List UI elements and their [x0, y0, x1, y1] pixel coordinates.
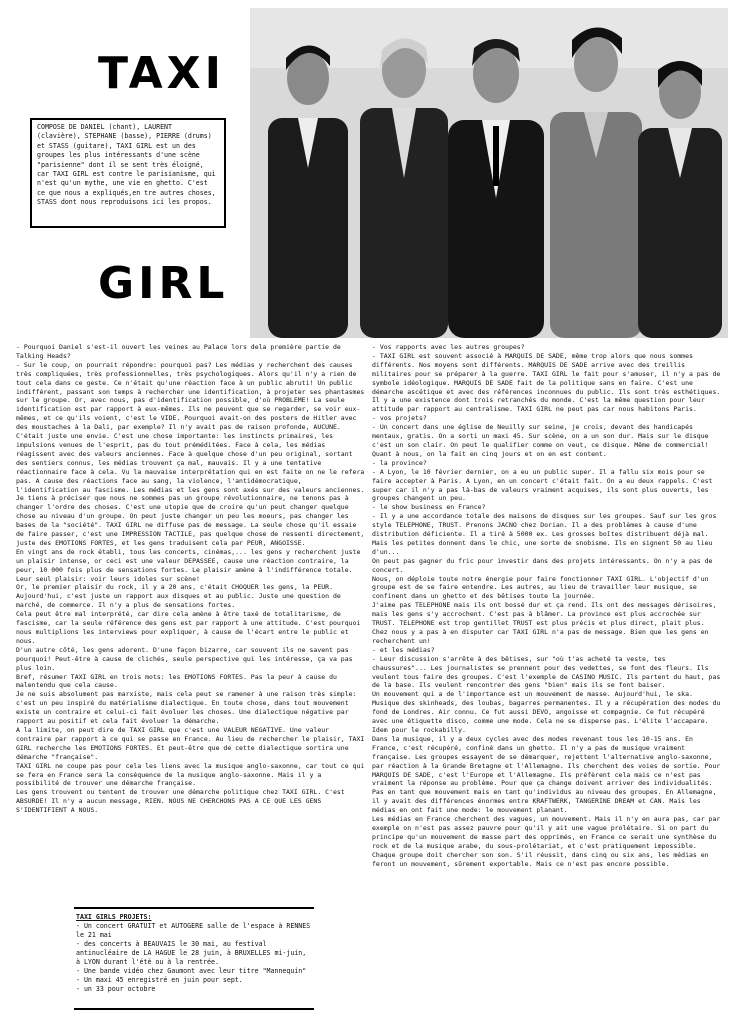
interview-paragraph: - et les médias?: [372, 645, 435, 654]
interview-paragraph: - vos projets?: [372, 414, 427, 423]
interview-paragraph: - le show business en France?: [372, 503, 486, 512]
band-photo: [250, 8, 728, 338]
project-item: - un 33 pour octobre: [76, 985, 156, 993]
title-girl: GIRL: [98, 258, 229, 309]
interview-paragraph: D'un autre côté, les gens adorent. D'une façon bizarre, car souvent ils ne savent pas pourquoi! Peut-être à cause de clichés, seule perspective qui les intéresse, ça va pas plus loin.: [16, 645, 353, 672]
interview-paragraph: On peut pas gagner du fric pour investir dans des projets intéressants. On n'y a pas de concert.: [372, 556, 713, 574]
interview-paragraph: Je tiens à préciser que nous ne sommes pas un groupe révolutionnaire, ne tenons pas à changer l'ordre des choses. C'est une utopie que de croire qu'un peut changer quelque chose au niveau d'un groupe. On peut juste changer un peu les moeurs, pas changer les bases de la "société". TAXI GIRL ne diffuse pas de message. La seule chose qu'il essaie de faire passer, c'est une IMPRESSION TACTILE, pas quelque chose de ressenti directement, juste des EMOTIONS FORTES, et les gens traduisent cela par PEUR, ANGOISSE.: [16, 494, 365, 547]
interview-left-column: [16, 343, 366, 903]
interview-paragraph: Dans la musique, il y a deux cycles avec des modes revenant tous les 10-15 ans. En France, c'est récupéré, confiné dans un ghetto. Il n'y a pas de musique vraiment française. Les groupes essayent de se démarquer, rejettent l'alternative anglo-saxonne, par réaction à la Grande Bretagne et l'Allemagne. Ils cherchent des voies de sortie. Pour MARQUIS DE SADE, c'est l'Europe et l'Allemagne. Ils préfèrent cela mais ce n'est pas vraiment la réponse au problème. Pour que ça change doivent arriver des individualités.: [372, 734, 721, 788]
interview-paragraph: A la limite, on peut dire de TAXI GIRL que c'est une VALEUR NEGATIVE. Une valeur contraire par rapport à ce qui se passe en France. Au lieu de rechercher le plaisir, TAXI GIRL recherche les EMOTIONS FORTES. Et peut-être que de cette dialectique sortira une démarche "française".: [16, 725, 365, 761]
project-item: - Un concert GRATUIT et AUTOGERE salle de l'espace à RENNES le 21 mai: [76, 922, 311, 939]
interview-paragraph: Pas en tant que mouvement mais en tant qu'individus au niveau des groupes. En Allemagne, il y avait des différences énormes entre KRAFTWERK, TANGERINE DREAM et CAN. Mais les médias en ont fait une mode: le mouvement planant.: [372, 788, 717, 815]
projects-list: [76, 922, 312, 994]
interview-paragraph: - Vos rapports avec les autres groupes?: [372, 343, 525, 351]
interview-paragraph: - la province?: [372, 458, 427, 467]
interview-paragraph: TAXI GIRL ne coupe pas pour cela les liens avec la musique anglo-saxonne, car tout ce qui se fera en France sera la conséquence de la musique anglo-saxonne. Mais il y a possibilité de trouver une démarche française.: [16, 761, 365, 788]
interview-paragraph: - A Lyon, le 10 février dernier, on a eu un public super. Il a fallu six mois pour se faire accepter à Paris. A Lyon, en un concert c'était fait. On a eu deux rappels. C'est super car il n'y a pas là-bas de valeurs vraiment acquises, ils sont plus ouverts, les groupes changent un peu.: [372, 467, 713, 503]
interview-paragraph: Bref, résumer TAXI GIRL en trois mots: les EMOTIONS FORTES. Pas la peur à cause du malentendu que cela cause.: [16, 672, 337, 690]
interview-paragraph: Les médias en France cherchent des vagues, un mouvement. Mais il n'y en aura pas, car par exemple on n'est pas assez pauvre pour qu'il y ait une vague prolétaire. Si on part du principe qu'un mouvement de masse part des opprimés, en France ce serait une synthèse du rock et de la musique arabe, du sous-prolétariat, et c'est pratiquement impossible.: [372, 815, 721, 850]
interview-paragraph: Les gens trouvent ou tentent de trouver une démarche politique chez TAXI GIRL. C'est ABSURDE! Il n'y a aucun message, RIEN. NOUS NE CHERCHONS PAS A CE QUE LES GENS S'IDENTIFIENT A NOUS.: [16, 788, 345, 815]
interview-paragraph: - Leur discussion s'arrête à des bêtises, sur "où t'as acheté ta veste, tes chaussures"... Les journalistes se prennent pour des vedettes, se font des fleurs. Ils veulent tous faire des groupes. C'est l'exemple de CASINO MUSIC. Ils partent du haut, pas de la base. Ils veulent rencontrer des gens "bien" mais ils se font baiser.: [372, 654, 721, 690]
interview-paragraph: En vingt ans de rock établi, tous les concerts, cinémas,... les gens y recherchent juste un plaisir intense, or ceci est une valeur DEPASSEE, cause une réaction contraire, la peur, 10 000 fois plus de sensations fortes. Le plaisir amène à l'indifférence totale. Leur seul plaisir: voir leurs idoles sur scène!: [16, 547, 361, 583]
project-item: - des concerts à BEAUVAIS le 30 mai, au festival antinucléaire de LA HAGUE le 28 juin, à BRUXELLES mi-juin, à LYON durant l'été ou à la rentrée.: [76, 940, 307, 966]
interview-paragraph: Je ne suis absolument pas marxiste, mais cela peut se ramener à une raison très simple: c'est un peu inspiré du matérialisme dialectique. En toute chose, dans tout mouvement existe un contraire et celui-ci fait évoluer les choses. Une dialectique négative par rapport au positif et cela fait évoluer la démarche.: [16, 690, 357, 726]
interview-paragraph: - TAXI GIRL est souvent associé à MARQUIS DE SADE, même trop alors que nous sommes différents. Nos moyens sont différents. MARQUIS DE SADE arrive avec des treillis militaires pour se préparer à la guerre. TAXI GIRL le fait pour s'amuser, il n'y a pas de symbole idéologique. MARQUIS DE SADE fait de la politique sans en faire. C'est une démarche ascétique et avec des références inconnues du public. Ils sont très esthétiques. Il y a une existence dont trois retranchés du monde. C'est la même question pour leur attitude par rapport au centralisme. TAXI GIRL ne peut pas car nous habitons Paris.: [372, 351, 721, 414]
intro-text: COMPOSE DE DANIEL (chant), LAURENT (clavière), STEPHANE (basse), PIERRE (drums) et STASS (guitare), TAXI GIRL est un des groupes les plus intéressants d'une scène "parisienne" dont il se sent très éloigné, car TAXI GIRL est contre le parisianisme, qui n'est qu'un mythe, une vie en ghetto. C'est ce que nous a expliqués,en tre autres choses, STASS dont nous reproduisons ici les propos.: [37, 123, 216, 207]
interview-paragraph: - Sur le coup, on pourrait répondre: pourquoi pas? Les médias y recherchent des causes très compliquées, très professionnelles, très psychologiques. Alors qu'il n'y a rien de tout cela dans ce geste. Ce n'était qu'une réaction face à un public abruti! Un public indifférent, passant son temps à rechercher une identification, à projeter ses phantasmes sur le groupe. Or, avec nous, pas d'identification possible, d'où PROBLEME! La seule identification est par rapport à eux-mêmes. Ils ne peuvent que se regarder, se voir eux-mêmes, et ce qu'ils voient, c'est le VIDE. Pourquoi avait-on des posters de Hitler avec des moustaches à la Dali, par exemple? Il n'y avait pas de raison profonde, AUCUNE. C'était juste une envie. C'est une chose importante: les instincts primaires, les impulsions venues de l'esprit, pas du tout préméditées. Face à cela, les médias réagissent avec des valeurs anciennes. Face à quelque chose d'un peu original, sortant des sentiers connus, les médias trouvent ça mal, mauvais. Il y a une tentative réactionnaire face à cela. Vu la mauvaise interprétation qui en est faite on ne le refera pas. A cause des réactions face au sang, la violence, l'antidémocratique, l'identification au fascisme. Les médias et les gens sont axés sur des valeurs anciennes.: [16, 360, 365, 494]
interview-paragraph: Or, le premier plaisir du rock, il y a 20 ans, c'était CHOQUER les gens, la PEUR. Aujourd'hui, c'est juste un rapport aux disques et au public. Juste une question de marché, de commerce. Il n'y a plus de sensations fortes.: [16, 583, 341, 610]
interview-paragraph: Chaque groupe doit chercher son son. S'il réussit, dans cinq ou six ans, les médias en feront un mouvement, sûrement exportable. Mais ce n'est pas encore possible.: [372, 850, 709, 868]
interview-right-column: [372, 343, 724, 1011]
interview-paragraph: Cela peut être mal interprété, car dire cela amène à être taxé de totalitarisme, de fascisme, car la seule référence des gens est par rapport à une attitude. C'est pourquoi nous multiplions les interviews pour expliquer, à cause de l'écart entre le public et nous.: [16, 610, 361, 645]
project-item: - Une bande vidéo chez Gaumont avec leur titre "Mannequin": [76, 967, 307, 975]
interview-paragraph: - Un concert dans une église de Neuilly sur seine, je crois, devant des handicapés mentaux, gratis. On a sorti un maxi 45. Sur scène, on a un son dur. Mais sur le disque c'est un son clair. On peut le qualifier comme on veut, ce disque. Même de commercial! Quant à nous, on la fait en cinq jours et on en est content.: [372, 423, 709, 458]
interview-paragraph: - Il y a une accordance totale des maisons de disques sur les groupes. Sauf sur les gros style TELEPHONE, TRUST. Prenons JACNO chez Dorian. Il a des problèmes à cause d'une distribution déficiente. Il a tiré à 5000 ex. Les grosses boîtes distribuent déjà mal. Mais les petites donnent dans le chic, une sorte de snobisme. Ils en signent 50 au lieu d'un...: [372, 512, 717, 556]
band-photo-illustration: [250, 8, 728, 338]
projects-title: TAXI GIRLS PROJETS:: [76, 913, 152, 921]
interview-paragraph: - Pourquoi Daniel s'est-il ouvert les veines au Palace lors dela première partie de Talking Heads?: [16, 343, 341, 360]
title-taxi: TAXI: [98, 48, 225, 99]
interview-paragraph: J'aime pas TELEPHONE mais ils ont bossé dur et ça rend. Ils ont des messages dérisoires, mais les gens s'y accrochent. C'est pas à blâmer. La province est plus accrochée sur TRUST. TELEPHONE est trop gentillet TRUST est plus précis et plus direct, plait plus. Chez nous y a pas à en disputer car TAXI GIRL n'a pas de message. Bien que les gens en recherchent un!: [372, 601, 717, 645]
project-item: - Un maxi 45 enregistré en juin pour sept.: [76, 976, 243, 984]
intro-box: [30, 118, 226, 228]
interview-paragraph: Un mouvement qui a de l'importance est un mouvement de masse. Aujourd'hui, le ska. Musique des skinheads, des loubas, bagarres permanentes. Il y a récupération des modes du fond de Londres. Air connu. Ce fut aussi DEVO, angoisse et compagnie. Ce fut récupéré avec une étiquette disco, comme une mode. Cela ne se disperse pas. L'élite l'accapare. Idem pour le rockabilly.: [372, 690, 721, 734]
interview-paragraph: Nous, on déploie toute notre énergie pour faire fonctionner TAXI GIRL. L'objectif d'un groupe est de se faire entendre. Les autres, au lieu de travailler leur musique, se confinent dans un ghetto et des bêtises toute la journée.: [372, 574, 709, 601]
projects-box: [74, 907, 314, 1010]
